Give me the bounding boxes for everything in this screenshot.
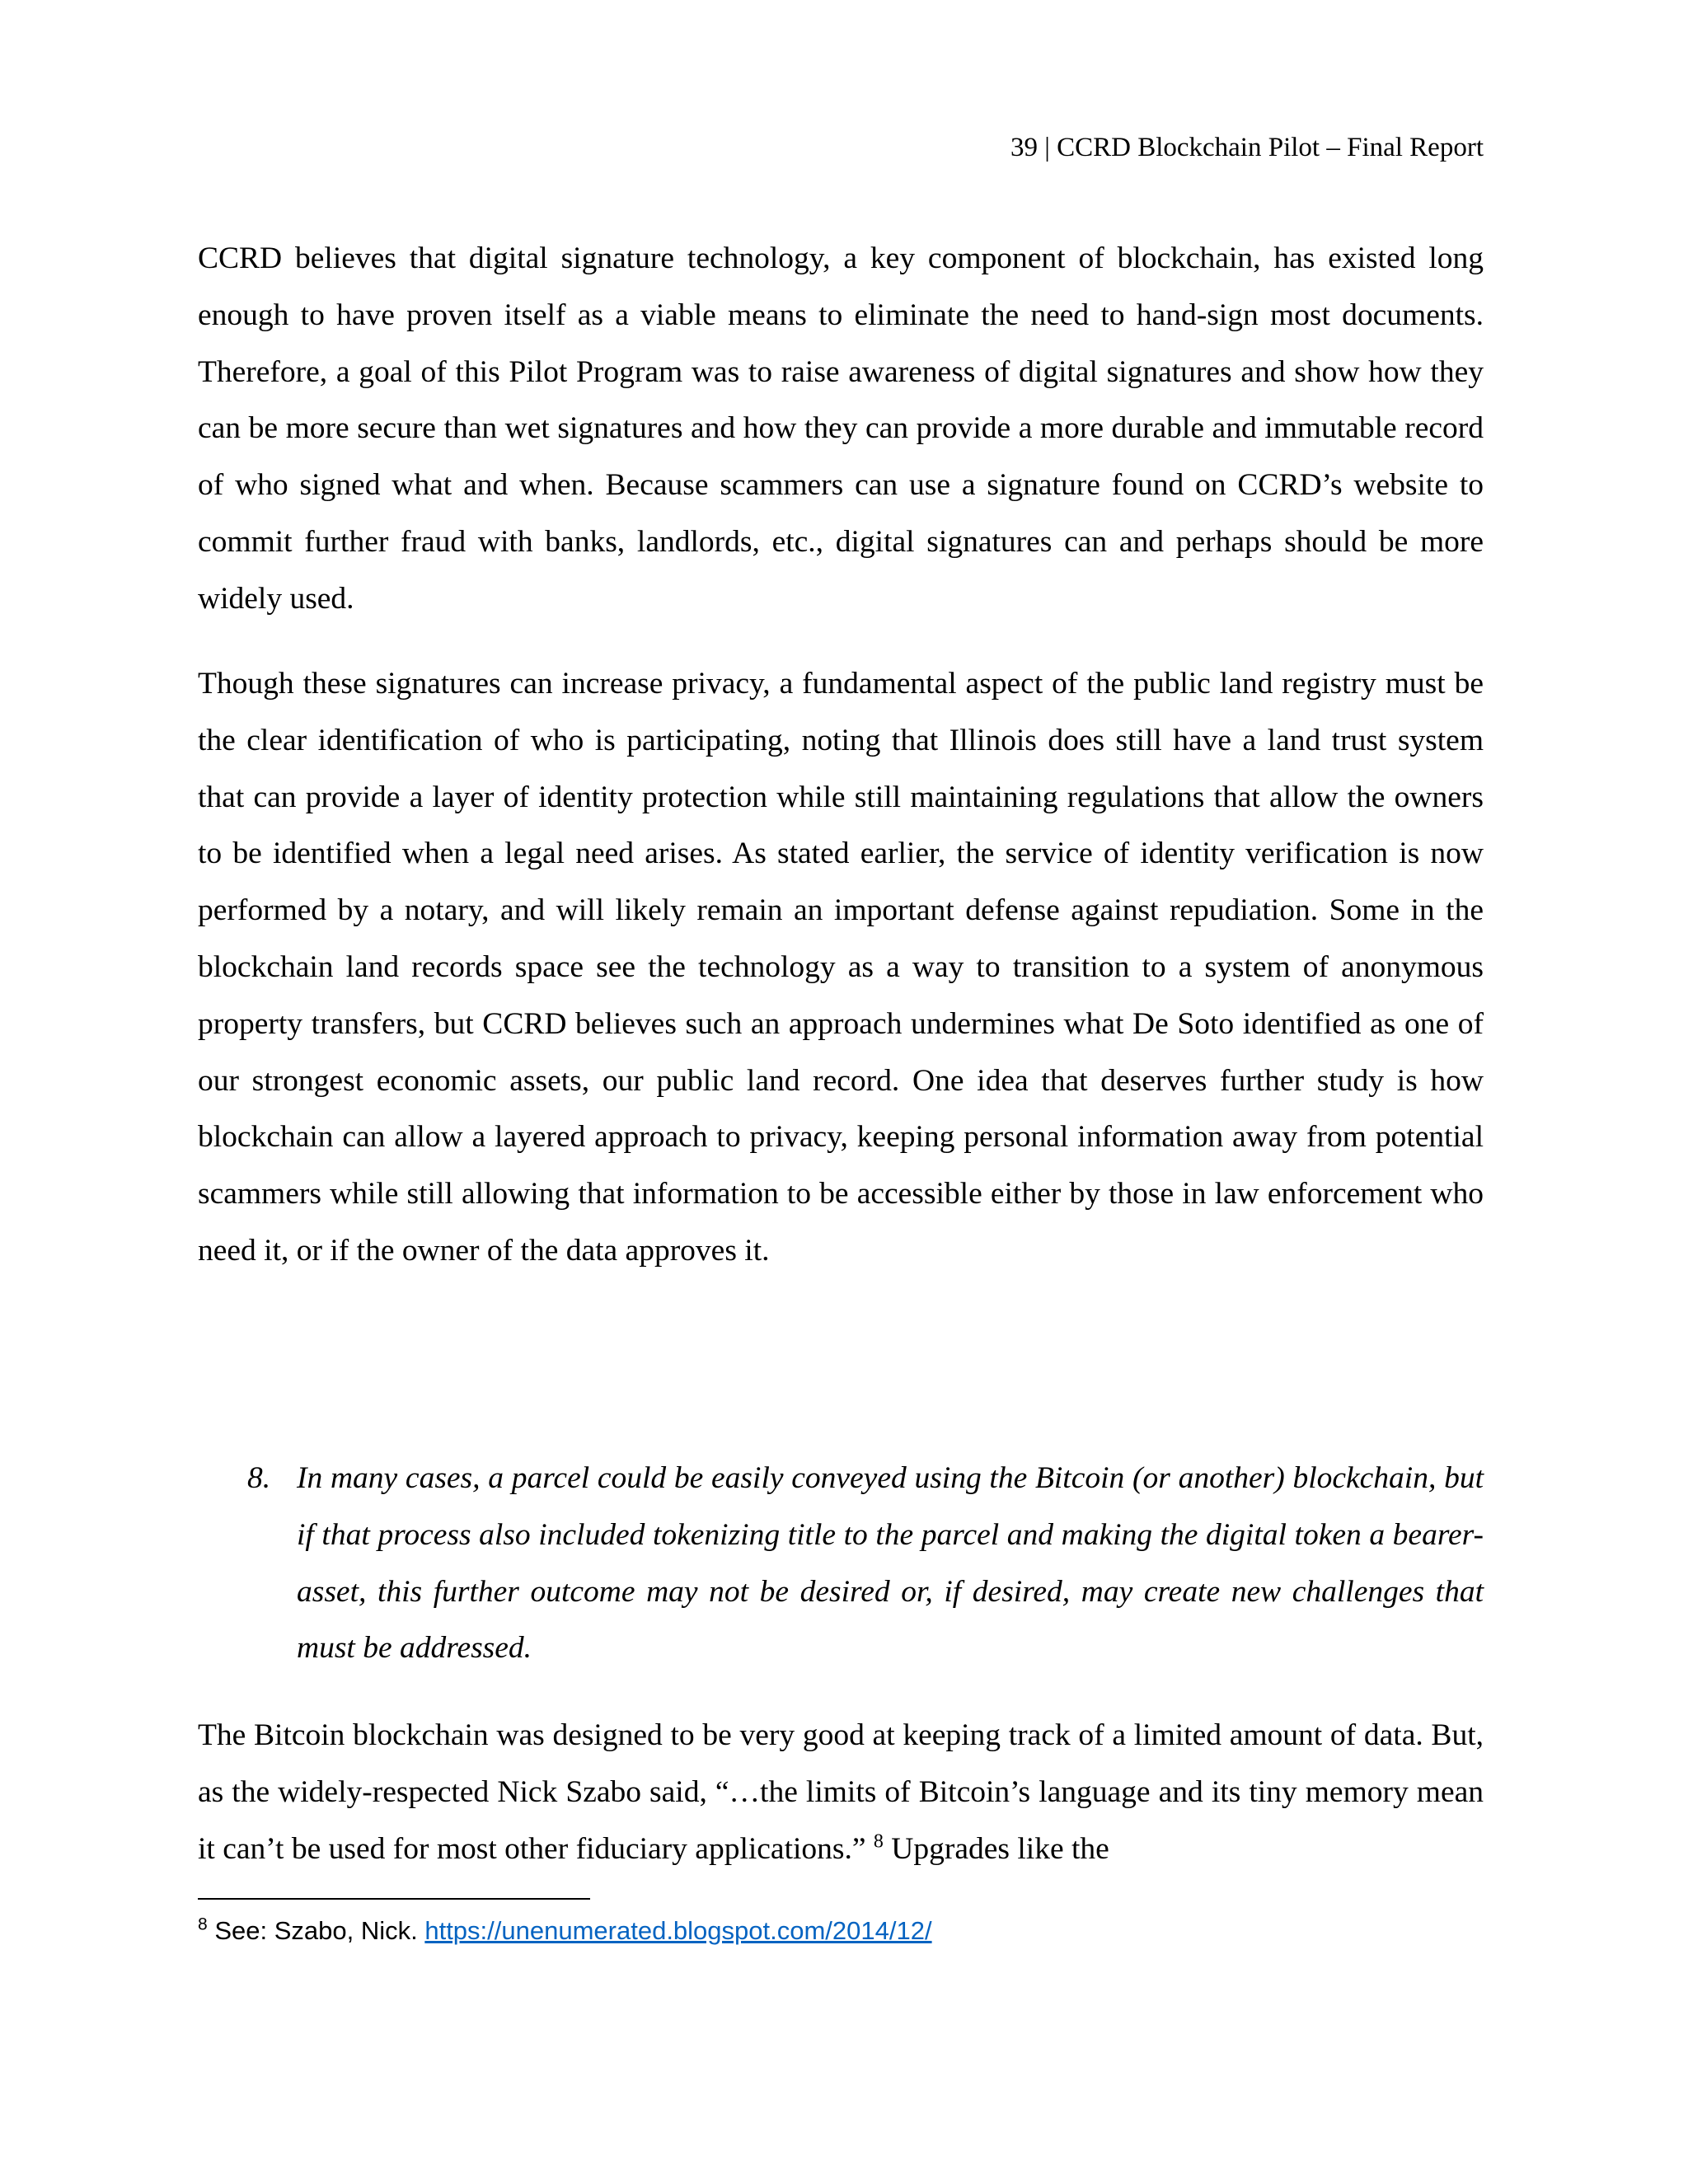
item-text: In many cases, a parcel could be easily conveyed using the Bitcoin (or another) blockchain, but if that process also included tokenizing title to the parcel and making the digital token a bearer-asset, this further outcome may not be desired or, if desired, may create new challenges that must be addressed.	[297, 1461, 1484, 1666]
body-paragraph-digital-signatures: CCRD believes that digital signature technology, a key component of blockchain, has existed long enough to have proven itself as a viable means to eliminate the need to hand-sign most documents. Therefore, a goal of this Pilot Program was to raise awareness of digital signatures and show how they can be more secure than wet signatures and how they can provide a more durable and immutable record of who signed what and when. Because scammers can use a signature found on CCRD’s website to commit further fraud with banks, landlords, etc., digital signatures can and perhaps should be more widely used.	[198, 241, 1484, 616]
footnote-separator	[198, 1898, 590, 1900]
footnote-reference[interactable]: 8	[873, 1830, 884, 1853]
footnote	[198, 1914, 1484, 1948]
paragraph-text: The Bitcoin blockchain was designed to be very good at keeping track of a limited amount of data. But, as the widely-respected Nick Szabo said, “…the limits of Bitcoin’s language and its tiny memory mean it can’t be used for most other fiduciary applications.”	[198, 1718, 1484, 1866]
body-paragraph-privacy: Though these signatures can increase privacy, a fundamental aspect of the public land registry must be the clear identification of who is participating, noting that Illinois does still have a land trust system that can provide a layer of identity protection while still maintaining regulations that allow the owners to be identified when a legal need arises. As stated earlier, the service of identity verification is now performed by a notary, and will likely remain an important defense against repudiation. Some in the blockchain land records space see the technology as a way to transition to a system of anonymous property transfers, but CCRD believes such an approach undermines what De Soto identified as one of our strongest economic assets, our public land record. One idea that deserves further study is how blockchain can allow a layered approach to privacy, keeping personal information away from potential scammers while still allowing that information to be accessible either by those in law enforcement who need it, or if the owner of the data approves it.	[198, 667, 1484, 1268]
footnote-marker: 8	[198, 1915, 208, 1934]
item-number: 8.	[247, 1461, 271, 1495]
body-paragraph-bitcoin	[198, 1708, 1484, 1877]
paragraph-text-continued: Upgrades like the	[891, 1831, 1109, 1866]
footnote-text: See: Szabo, Nick.	[214, 1916, 418, 1945]
footnote-link[interactable]: https://unenumerated.blogspot.com/2014/12/	[424, 1916, 932, 1945]
running-header: 39 | CCRD Blockchain Pilot – Final Report	[1010, 133, 1484, 162]
